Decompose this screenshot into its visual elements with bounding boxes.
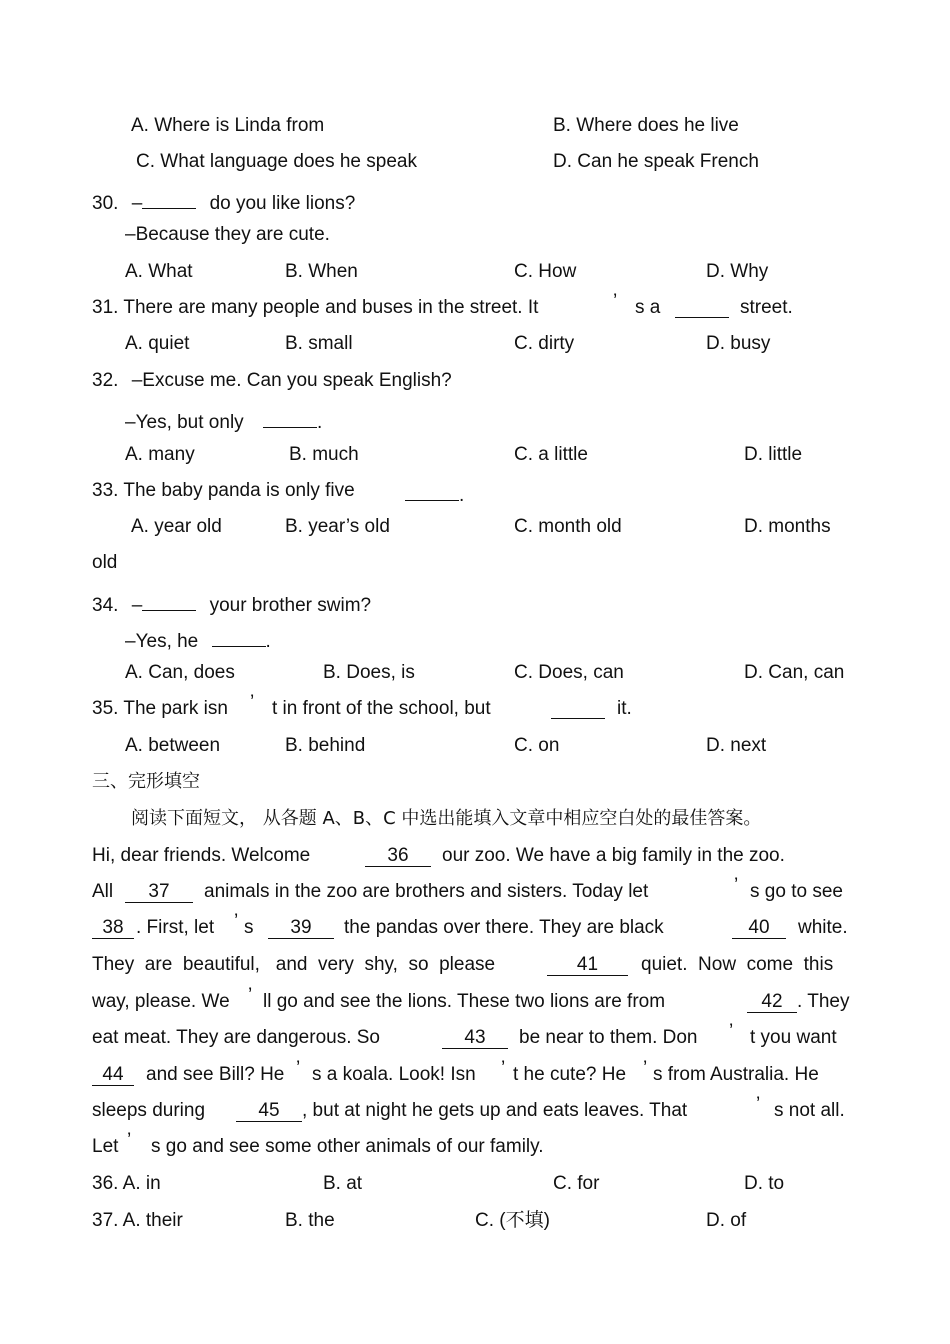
q35-stem: 35. The park isn [92, 698, 228, 719]
answer-blank [142, 187, 196, 209]
blank-41: 41 [547, 953, 628, 977]
q31-option-a: A. quiet [125, 333, 190, 354]
q32-option-c: C. a little [514, 444, 588, 465]
apostrophe: ’ [756, 1094, 761, 1115]
blank-43: 43 [442, 1026, 508, 1050]
q37-option-c: C. (不填) [475, 1210, 550, 1231]
passage-line-8-end: s not all. [774, 1100, 845, 1121]
q29-option-d: D. Can he speak French [553, 151, 759, 172]
reply-text: –Yes, he [125, 631, 199, 652]
passage-line-7-d: s from Australia. He [653, 1064, 819, 1085]
apostrophe: ’ [234, 911, 239, 932]
q31-option-c: C. dirty [514, 333, 575, 354]
apostrophe: ’ [501, 1058, 506, 1079]
section-heading: 三、完形填空 [92, 771, 200, 792]
q33-option-c: C. month old [514, 516, 622, 537]
q32-reply [125, 406, 322, 435]
passage-line-9-end: s go and see some other animals of our family. [151, 1136, 544, 1157]
passage-line-7-c: t he cute? He [513, 1064, 627, 1085]
apostrophe: ’ [248, 985, 253, 1006]
passage-line-3: . First, let [136, 917, 215, 938]
q31-stem: 31. There are many people and buses in the street. It [92, 297, 539, 318]
q31-option-b: B. small [285, 333, 353, 354]
passage-line-7-b: s a koala. Look! Isn [312, 1064, 476, 1085]
q36-option-a: 36. A. in [92, 1173, 161, 1194]
blank-38: 38 [92, 916, 134, 940]
q36-option-b: B. at [323, 1173, 363, 1194]
q33-stem: 33. The baby panda is only five [92, 480, 355, 501]
q30-stem [92, 187, 355, 216]
passage-line-3-end: white. [798, 917, 848, 938]
q31-option-d: D. busy [706, 333, 771, 354]
q35-option-d: D. next [706, 735, 767, 756]
passage-line-6-mid: be near to them. Don [519, 1027, 698, 1048]
dash: – [131, 193, 143, 214]
q32-stem [92, 369, 452, 393]
dash: – [131, 595, 143, 616]
stem-text: your brother swim? [209, 595, 372, 616]
q31-stem-sa: s a [635, 297, 661, 318]
passage-line-1: Hi, dear friends. Welcome [92, 845, 311, 866]
q37-option-b: B. the [285, 1210, 335, 1231]
passage-line-5-mid: ll go and see the lions. These two lions are from [263, 991, 666, 1012]
blank-40: 40 [732, 916, 786, 940]
passage-line-2-mid: animals in the zoo are brothers and sisters. Today let [204, 881, 649, 902]
q35-option-a: A. between [125, 735, 221, 756]
q32-option-b: B. much [289, 444, 359, 465]
blank-44: 44 [92, 1063, 134, 1087]
q33-blank [405, 479, 464, 508]
q34-stem [92, 589, 371, 618]
passage-line-2-end: s go to see [750, 881, 843, 902]
apostrophe: ’ [613, 291, 618, 312]
q36-option-d: D. to [744, 1173, 785, 1194]
q33-option-a: A. year old [131, 516, 222, 537]
period: . [316, 412, 323, 433]
passage-line-1-end: our zoo. We have a big family in the zoo. [442, 845, 785, 866]
q33-option-d-wrap: old [92, 552, 118, 573]
passage-line-8: sleeps during [92, 1100, 206, 1121]
passage-line-4: They are beautiful, and very shy, so please [92, 954, 496, 975]
q30-option-b: B. When [285, 261, 358, 282]
q33-option-b: B. year’s old [285, 516, 390, 537]
answer-blank [142, 589, 196, 611]
blank-37: 37 [125, 880, 193, 904]
question-number: 34. [92, 595, 119, 616]
apostrophe: ’ [734, 875, 739, 896]
blank-36: 36 [365, 844, 431, 868]
reply-text: –Yes, but only [125, 412, 244, 433]
passage-line-3-mid: the pandas over there. They are black [344, 917, 664, 938]
q36-option-c: C. for [553, 1173, 600, 1194]
apostrophe: ’ [127, 1130, 132, 1151]
blank-45: 45 [236, 1099, 302, 1123]
question-number: 32. [92, 370, 119, 391]
passage-line-6-end: t you want [750, 1027, 837, 1048]
q35-stem-end: it. [617, 698, 632, 719]
apostrophe: ’ [643, 1058, 648, 1079]
q30-option-c: C. How [514, 261, 577, 282]
q37-option-d: D. of [706, 1210, 747, 1231]
q29-option-b: B. Where does he live [553, 115, 739, 136]
apostrophe: ’ [729, 1021, 734, 1042]
q34-option-b: B. Does, is [323, 662, 415, 683]
stem-text: do you like lions? [209, 193, 356, 214]
stem-text: –Excuse me. Can you speak English? [131, 370, 452, 391]
answer-blank [212, 625, 266, 647]
passage-line-2: All [92, 881, 114, 902]
apostrophe: ’ [296, 1058, 301, 1079]
q35-stem-mid: t in front of the school, but [272, 698, 491, 719]
answer-blank [405, 479, 459, 501]
passage-line-8-mid: , but at night he gets up and eats leaves. That [302, 1100, 688, 1121]
passage-line-5: way, please. We [92, 991, 230, 1012]
q35-option-b: B. behind [285, 735, 366, 756]
section-instruction: 阅读下面短文， 从各题 A、B、C 中选出能填入文章中相应空白处的最佳答案。 [131, 808, 762, 829]
apostrophe: ’ [250, 692, 255, 713]
q35-option-c: C. on [514, 735, 560, 756]
passage-line-7: and see Bill? He [146, 1064, 285, 1085]
answer-blank [263, 406, 317, 428]
q31-stem-end: street. [740, 297, 793, 318]
period: . [265, 631, 271, 652]
q34-option-a: A. Can, does [125, 662, 235, 683]
q34-option-c: C. Does, can [514, 662, 624, 683]
q32-option-d: D. little [744, 444, 803, 465]
q30-option-a: A. What [125, 261, 193, 282]
period: . [459, 485, 465, 506]
passage-line-6: eat meat. They are dangerous. So [92, 1027, 380, 1048]
blank-39: 39 [268, 916, 334, 940]
blank-42: 42 [747, 990, 797, 1014]
q30-reply: –Because they are cute. [125, 224, 330, 245]
q29-option-c: C. What language does he speak [136, 151, 417, 172]
q37-option-a: 37. A. their [92, 1210, 183, 1231]
q32-option-a: A. many [125, 444, 195, 465]
q34-reply [125, 625, 271, 654]
answer-blank [551, 697, 605, 726]
q29-option-a: A. Where is Linda from [131, 115, 325, 136]
q34-option-d: D. Can, can [744, 662, 845, 683]
passage-line-4-end: quiet. Now come this [641, 954, 834, 975]
passage-line-9: Let [92, 1136, 119, 1157]
question-number: 30. [92, 193, 119, 214]
q30-option-d: D. Why [706, 261, 769, 282]
answer-blank [675, 296, 729, 325]
passage-line-5-end: . They [797, 991, 850, 1012]
passage-line-3-s: s [244, 917, 254, 938]
q33-option-d: D. months [744, 516, 831, 537]
